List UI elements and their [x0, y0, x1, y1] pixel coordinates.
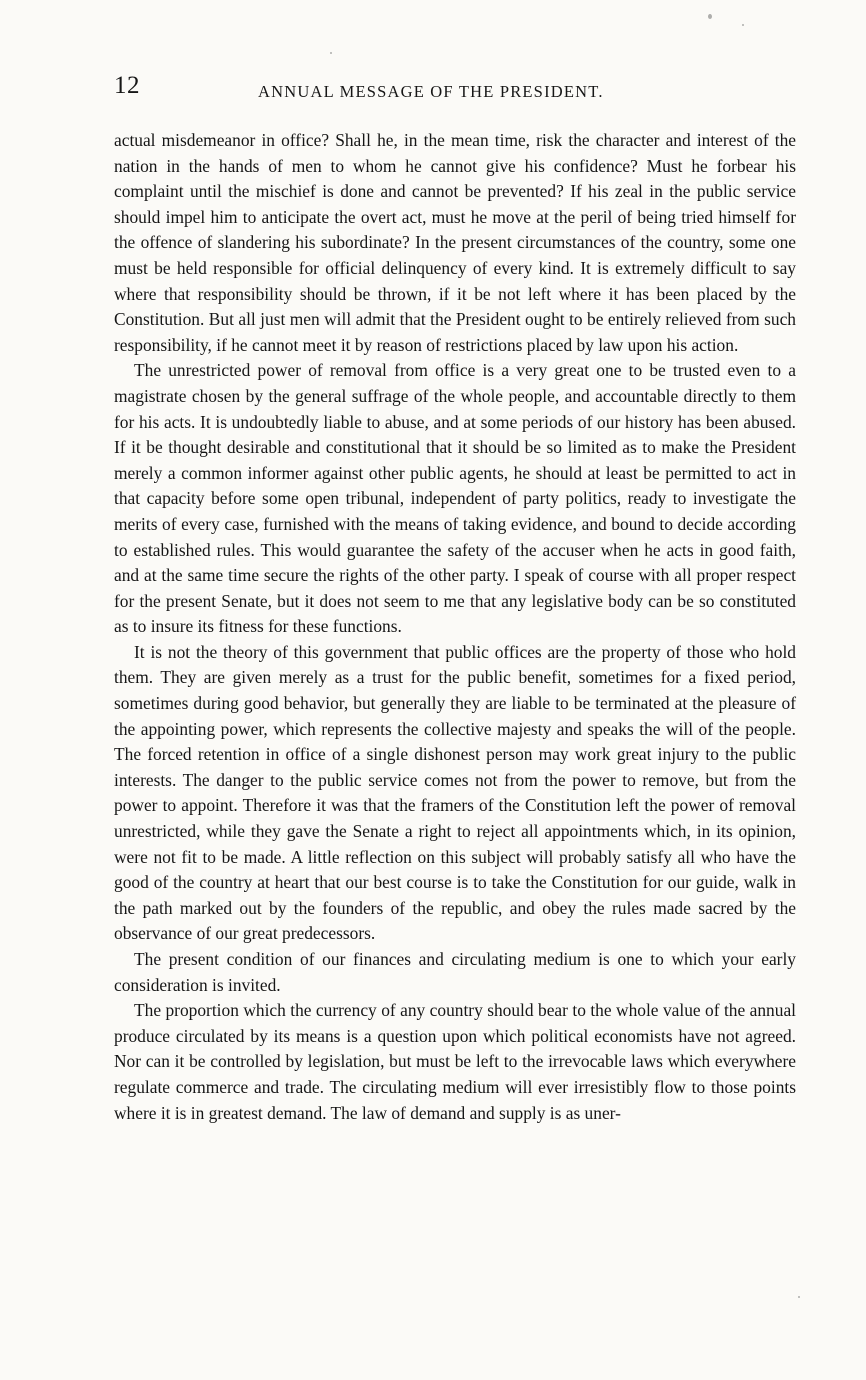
paragraph-public-offices: It is not the theory of this government that public offices are the property of those who hold them. They are given merely as a trust for the public benefit, sometimes for a fixed period, sometimes during good behavior, but generally they are liable to be terminated at the pleasure of the appointing power, which represents the collective majesty and speaks the will of the people. The forced retention in office of a single dishonest person may work great injury to the public interests. The danger to the public service comes not from the power to remove, but from the power to appoint. Therefore it was that the framers of the Constitution left the power of removal unrestricted, while they gave the Senate a right to reject all appointments which, in its opinion, were not fit to be made. A little reflection on this subject will probably satisfy all who have the good of the country at heart that our best course is to take the Constitution for our guide, walk in the path marked out by the founders of the republic, and obey the rules made sacred by the observance of our great predecessors.: [114, 641, 796, 944]
page-header: [114, 72, 806, 106]
paper-fleck: [708, 14, 712, 19]
paragraph-removal-power: The unrestricted power of removal from office is a very great one to be trusted even to a magistrate chosen by the general suffrage of the whole people, and accountable directly to them for his acts. It is undoubtedly liable to abuse, and at some periods of our history has been abused. If it be thought desirable and constitutional that it should be so limited as to make the President merely a common informer against other public agents, he should at least be permitted to act in that capacity before some open tribunal, independent of party politics, ready to investigate the merits of every case, furnished with the means of taking evidence, and bound to decide according to established rules. This would guarantee the safety of the accuser when he acts in good faith, and at the same time secure the rights of the other party. I speak of course with all proper respect for the present Senate, but it does not seem to me that any legislative body can be so constituted as to insure its fitness for these functions.: [114, 360, 796, 637]
running-head: ANNUAL MESSAGE OF THE PRESIDENT.: [258, 82, 604, 101]
paper-fleck: [330, 52, 332, 54]
body-text: [114, 128, 796, 1126]
page-number: 12: [114, 72, 140, 99]
paragraph-finances: The present condition of our finances and circulating medium is one to which your early consideration is invited.: [114, 949, 796, 995]
paragraph-continuation: actual misdemeanor in office? Shall he, in the mean time, risk the character and interest of the nation in the hands of men to whom he cannot give his confidence? Must he forbear his complaint until the mischief is done and cannot be prevented? If his zeal in the public service should impel him to anticipate the overt act, must he move at the peril of being tried himself for the offence of slandering his subordinate? In the present circumstances of the country, some one must be held responsible for official delinquency of every kind. It is extremely difficult to say where that responsibility should be thrown, if it be not left where it has been placed by the Constitution. But all just men will admit that the President ought to be entirely relieved from such responsibility, if he cannot meet it by reason of restrictions placed by law upon his action.: [114, 130, 796, 355]
paper-fleck: [742, 24, 744, 26]
paper-fleck: [798, 1296, 800, 1298]
paragraph-currency: The proportion which the currency of any country should bear to the whole value of the annual produce circulated by its means is a question upon which political economists have not agreed. Nor can it be controlled by legislation, but must be left to the irrevocable laws which everywhere regulate commerce and trade. The circulating medium will ever irresistibly flow to those points where it is in greatest demand. The law of demand and supply is as uner-: [114, 1000, 796, 1123]
